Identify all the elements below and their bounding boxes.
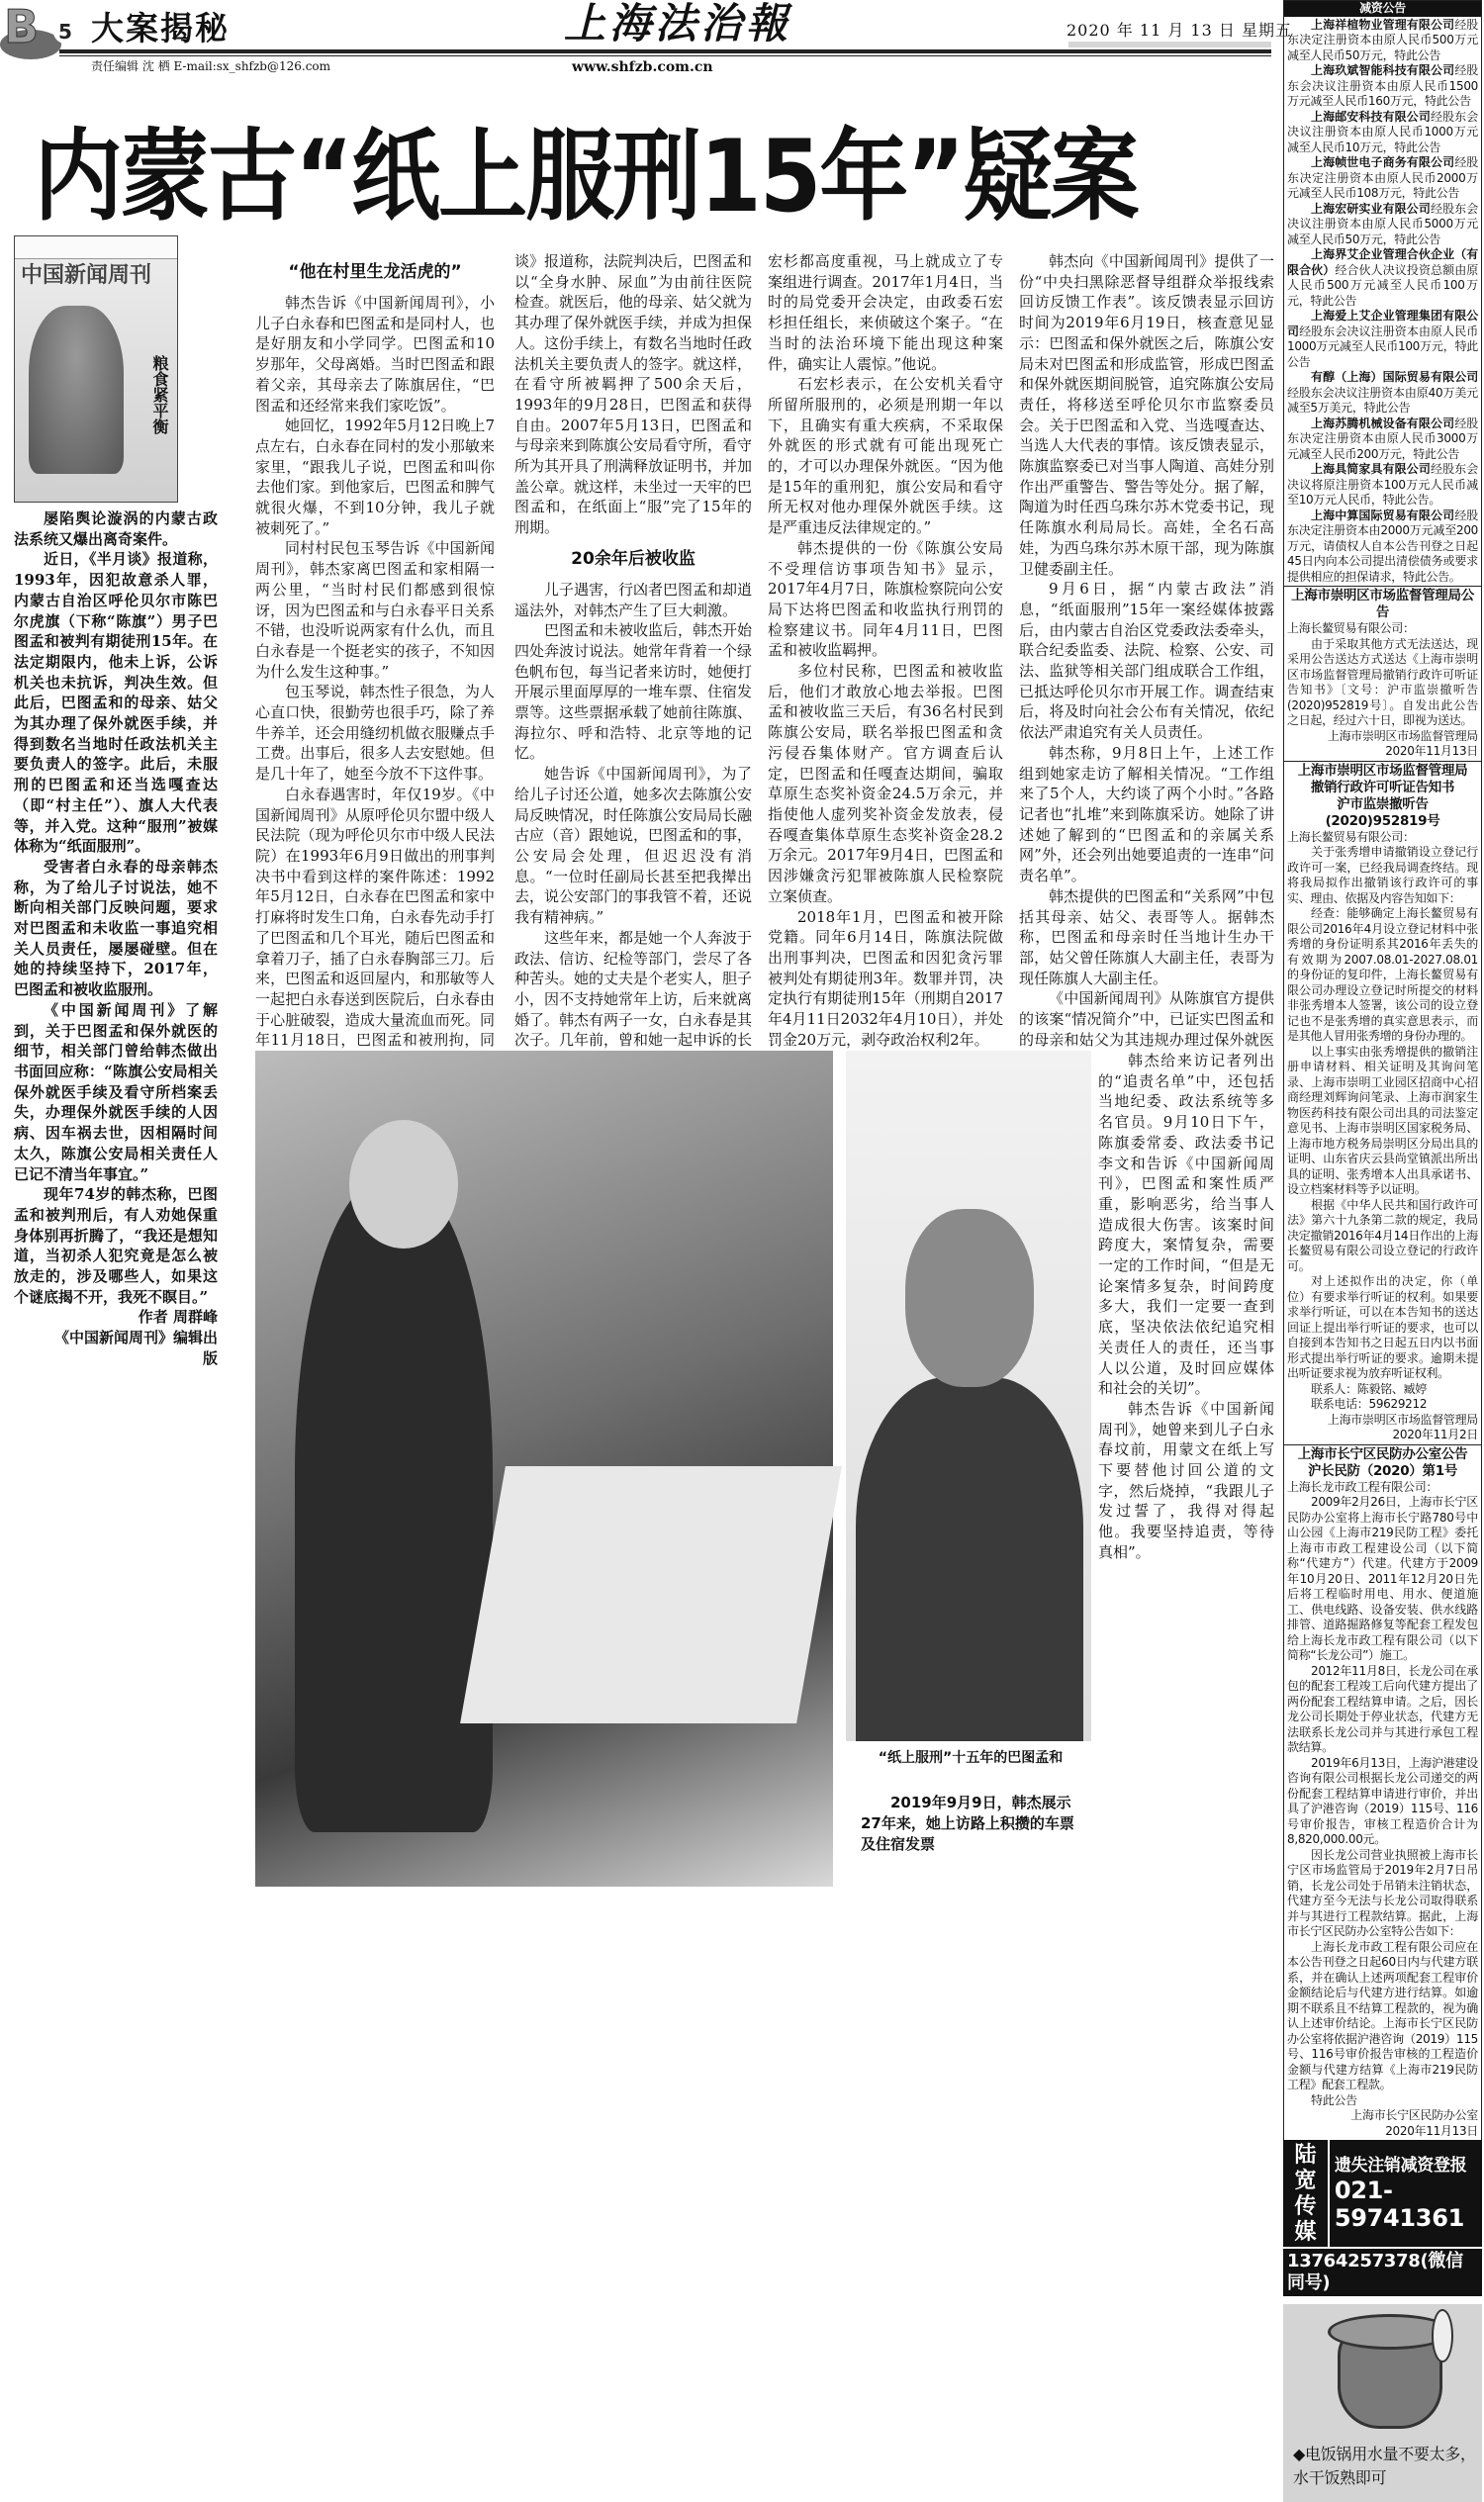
ad-mobile[interactable]: 13764257378(微信同号) — [1287, 2251, 1463, 2293]
notice-body: 由于采取其他方式无法送达，现采用公告送达方式送达《上海市崇明区市场监督管理局撤销行政许可听证告知书》〔文号：沪市监崇撤听告(2020)952819号〕。自发出此公告之日起，经过六十日，即视为送达。 — [1287, 636, 1478, 727]
cover-top-strip — [15, 236, 177, 259]
article-paragraph: 石宏杉表示，在公安机关看守所留所服刑的，必须是刑期一年以下，且确实有重大疾病，不采取保外就医的形式就有可能出现死亡的，才可以办理保外就医。“因为他是15年的重刑犯，旗公安局和看守所无权对他办理保外就医手续。这是严重违反法律规定的。” — [768, 375, 1003, 537]
notice-company: 上海玖斌智能科技有限公司 — [1311, 63, 1455, 77]
ad-row — [1283, 2140, 1482, 2249]
notice-signature: 上海市崇明区市场监督管理局 — [1327, 728, 1478, 743]
notice-company: 上海祥楦物业管理有限公司 — [1311, 17, 1455, 32]
notice-text: 经股东会决议注册资本由原人民币1000万元减至人民币10万元，特此公告 — [1287, 109, 1478, 154]
article-column-2 — [514, 251, 752, 1049]
article-paragraph: 韩杰给来访记者列出的“追责名单”中，还包括当地纪委、政法系统等多名官员。9月10日下午，陈旗委常委、政法委书记李文和告诉《中国新闻周刊》，巴图孟和案性质严重，影响恶劣，给当事人造成很大伤害。该案时间跨度大，案情复杂，需要一定的工作时间，“但是无论案情多复杂，时间跨度多大，我们一定要一查到底，坚决依法依纪追究相关责任人的责任，还当事人以公道，及时回应媒体和社会的关切”。 — [1098, 1052, 1274, 1398]
grain-sacks-image — [29, 306, 124, 474]
article-paragraph: 韩杰告诉《中国新闻周刊》，小儿子白永春和巴图孟和是同村人，也是好朋友和小学同学。巴图孟和10岁那年，父母离婚。当时巴图孟和跟着父亲，其母亲去了陈旗居住，“巴图孟和还经常来我们家吃饭”。 — [255, 294, 495, 415]
article-paragraph: 她告诉《中国新闻周刊》，为了给儿子讨还公道，她多次去陈旗公安局反映情况，时任陈旗公安局局长融古应（音）跟她说，巴图孟和的事，公安局会处理，但迟迟没有消息。“一位时任副局长甚至把我撵出去，说公安部门的事我管不着，还说我有精神病。” — [514, 765, 752, 927]
capital-reduction-notice — [1287, 110, 1478, 156]
section-title: 大案揭秘 — [91, 9, 230, 47]
photo-person — [295, 1179, 493, 1832]
header-rule-thin — [59, 55, 1271, 56]
section-subheading: 20余年后被收监 — [571, 548, 696, 569]
capital-reduction-notice — [1287, 309, 1478, 370]
article-column-3 — [768, 251, 1003, 1049]
notice-text: 经合伙人决议投资总额由原人民币500万元减至人民币100万元，特此公告 — [1287, 262, 1478, 308]
article-paragraph: 包玉琴说，韩杰性子很急，为人心直口快，很勤劳也很手巧，除了养牛养羊，还会用缝纫机做衣服赚点手工费。出事后，很多人去安慰她。但是几十年了，她至今放不下这件事。 — [255, 683, 495, 784]
page-badge — [0, 2, 81, 63]
notice-text: 经股东决定注册资本由原人民币3000万元减至人民币200万元，特此公告 — [1287, 416, 1479, 461]
ad-details — [1330, 2155, 1482, 2232]
notice-title: 上海市崇明区市场监督管理局 — [1297, 762, 1468, 779]
cover-line: 粮食紧平衡 — [150, 355, 169, 434]
capital-reduction-notice — [1287, 417, 1478, 463]
notice-company: 上海界艾企业管理合伙企业（有限合伙） — [1287, 247, 1478, 277]
notice-subtitle: 撤销行政许可听证告知书 — [1310, 779, 1455, 795]
page-number: 5 — [53, 20, 77, 44]
article-paragraph: 现年74岁的韩杰称，巴图孟和被判刑后，有人劝她保重身体别再折腾了，“我还是想知道，当初杀人犯究竟是怎么被放走的，涉及哪些人，如果这个谜底揭不开，我死不瞑目。” — [14, 1185, 218, 1306]
tip-text: ◆电饭锅用水量不要太多，水干饭熟即可 — [1293, 2445, 1476, 2487]
capital-reduction-notices — [1283, 0, 1482, 586]
article-paragraph: 韩杰告诉《中国新闻周刊》，她曾来到儿子白永春坟前，用蒙文在纸上写下要替他讨回公道的文字，然后烧掉，“我跟儿子发过誓了，我得对得起他。我要坚持追责，等待真相”。 — [1098, 1399, 1274, 1561]
changning-notice — [1283, 1444, 1482, 2141]
article-paragraph: 受害者白永春的母亲韩杰称，为了给儿子讨说法，她不断向相关部门反映问题，要求对巴图孟和未收监一事追究相关人员责任，屡屡碰壁。但在她的持续坚持下，2017年，巴图孟和被收监服刑。 — [14, 857, 218, 999]
notice-signature: 上海市崇明区市场监督管理局 — [1327, 1412, 1478, 1427]
notice-paragraph: 关于张秀增申请撤销设立登记行政许可一案，已经我局调查终结。现将我局拟作出撤销该行政许可的事实、理由、依据及内容告知如下： — [1287, 845, 1478, 905]
capital-reduction-title: 减资公告 — [1284, 1, 1481, 17]
notice-company: 上海爱上艾企业管理集团有限公司 — [1287, 309, 1478, 338]
article-headline: 内蒙古“纸上服刑15年”疑案 — [34, 119, 1138, 235]
notice-company: 上海苏腾机械设备有限公司 — [1311, 416, 1455, 430]
capital-reduction-notice — [1287, 63, 1478, 110]
article-column-4 — [1019, 251, 1274, 1049]
article-paragraph: 韩杰向《中国新闻周刊》提供了一份“中央扫黑除恶督导组群众举报线索回访反馈工作表”。该反馈表显示回访时间为2019年6月19日，核查意见显示：巴图孟和保外就医之后，陈旗公安局未对巴图孟和形成监管，形成巴图孟和保外就医期间脱管，追究陈旗公安局责任，将移送至呼伦贝尔市监察委员会。关于巴图孟和入党、当选嘎查达、当选人大代表的事情。该反馈表显示，陈旗监察委已对当事人陶道、高娃分别作出严重警告、警告等处分。据了解，陶道为时任西乌珠尔苏木党委书记，现任陈旗水利局局长。高娃，全名石高娃，为西乌珠尔苏木原干部，现为陈旗卫健委副主任。 — [1019, 252, 1274, 578]
lukuan-media-ad — [1283, 2140, 1482, 2296]
article-paragraph: 这些年来，都是她一个人奔波于政法、信访、纪检等部门，尝尽了各种苦头。她的丈夫是个老实人，胆子小，因不支持她常年上访，后来就离婚了。韩杰有两子一女，白永春是其次子。几年前，曾和她一起申诉的长 — [514, 928, 752, 1049]
ad-phone[interactable]: 021-59741361 — [1334, 2177, 1465, 2232]
notice-text: 经股东决定注册资本由原人民币500万元减至人民币50万元，特此公告 — [1287, 17, 1479, 62]
article-paragraph: 2018年1月，巴图孟和被开除党籍。同年6月14日，陈旗法院做出刑事判决，巴图孟和因犯贪污罪被判处有期徒刑3年。数罪并罚，决定执行有期徒刑15年（刑期自2017年4月11日2032年4月10日），并处罚金20万元，剥夺政治权利2年。 — [768, 907, 1003, 1049]
article-paragraph: 白永春遇害时，年仅19岁。《中国新闻周刊》从原呼伦贝尔盟中级人民法院（现为呼伦贝尔市中级人民法院）在1993年6月9日做出的刑事判决书中看到这样的案件陈述：1992年5月12日，白永春在巴图孟和家中打麻将时发生口角，白永春先动手打了巴图孟和几个耳光，随后巴图孟和拿着刀子，插了白永春胸部三刀。后来，巴图孟和返回屋内，和那敏等人一起把白永春送到医院后，白永春由于心脏破裂，造成大量流血而死。同年11月18日，巴图孟和被刑拘，同 — [255, 785, 495, 1049]
header-grey-bar — [1068, 42, 1271, 47]
hearing-notice — [1283, 761, 1482, 1444]
byline: 《中国新闻周刊》编辑出版 — [53, 1329, 218, 1367]
notice-paragraph: 2019年6月13日，上海沪港建设咨询有限公司根据长龙公司递交的两份配套工程结算申请进行审价，并出具了沪港咨询（2019）115号、116号审价报告，审核工程造价合计为8,820,000.00元。 — [1287, 1755, 1478, 1846]
notice-date: 2020年11月2日 — [1392, 1428, 1478, 1441]
notice-text: 经股东会决议将原注册资本100万元人民币减至10万元人民币，特此公告。 — [1287, 462, 1478, 507]
website-link[interactable]: www.shfzb.com.cn — [572, 59, 713, 75]
notice-addressee: 上海长鳌贸易有限公司： — [1287, 621, 1415, 635]
notice-body — [1287, 1495, 1478, 2108]
notice-text: 经股东决定注册资本由2000万元减至200万元，请债权人自本公告刊登之日起45日内向本公司提出清偿债务或要求提供相应的担保请求，特此公告。 — [1287, 508, 1479, 584]
notice-text: 经股东会决议注册资本由原40万美元减至5万美元，特此公告 — [1287, 385, 1478, 415]
notice-paragraph: 根据《中华人民共和国行政许可法》第六十九条第二款的规定，我局决定撤销2016年4月14日作出的上海长鳌贸易有限公司设立登记的行政许可。 — [1287, 1197, 1478, 1273]
capital-reduction-notice — [1287, 18, 1478, 64]
notice-date: 2020年11月13日 — [1385, 744, 1478, 758]
photo-tickets — [460, 1466, 842, 1723]
portrait-caption: “纸上服刑”十五年的巴图孟和 — [878, 1750, 1064, 1766]
magazine-cover-image — [14, 235, 178, 503]
issue-date: 2020 年 11 月 13 日 星期五 — [1067, 21, 1292, 40]
article-paragraph: 韩杰提供的巴图孟和“关系网”中包括其母亲、姑父、表哥等人。据韩杰称，巴图孟和母亲时任当地计生办干部，姑父曾任陈旗人大副主任，表哥为现任陈旗人大副主任。 — [1019, 886, 1274, 987]
notice-company: 上海宏研实业有限公司 — [1311, 201, 1431, 216]
article-paragraph: 屡陷舆论漩涡的内蒙古政法系统又爆出离奇案件。 — [14, 510, 218, 548]
byline: 作者 周群峰 — [138, 1308, 218, 1327]
section-subheading: “他在村里生龙活虎的” — [288, 262, 462, 282]
notice-contact-phone: 联系电话：59629212 — [1311, 1397, 1428, 1411]
notice-company: 有醇（上海）国际贸易有限公司 — [1311, 370, 1478, 384]
article-paragraph: 巴图孟和未被收监后，韩杰开始四处奔波讨说法。她常年背着一个绿色帆布包，每当记者来访时，她便打开展示里面厚厚的一堆车票、住宿发票等。这些票据承载了她前往陈旗、海拉尔、呼和浩特、北京等地的记忆。 — [514, 621, 752, 763]
notice-text: 经股东会决议注册资本由原人民币1500万元减至人民币160万元，特此公告 — [1287, 63, 1479, 108]
capital-reduction-notice — [1287, 509, 1478, 586]
portrait-body — [856, 1377, 1083, 1741]
rice-cooker-tip — [1283, 2304, 1482, 2502]
article-paragraph: 近日，《半月谈》报道称，1993年，因犯故意杀人罪，内蒙古自治区呼伦贝尔市陈巴尔虎旗（下称“陈旗”）男子巴图孟和被判有期徒刑15年。在法定期限内，他未上诉，公诉机关也未抗诉，判决生效。但此后，巴图孟和的母亲、姑父为其办理了保外就医手续，并得到数名当地时任政法机关主要负责人的签字。此后，未服刑的巴图孟和还当选嘎查达（即“村主任”）、旗人大代表等，并入党。这种“服刑”被媒体称为“纸面服刑”。 — [14, 550, 218, 856]
article-paragraph: 韩杰称，9月8日上午，上述工作组到她家走访了解相关情况。“工作组来了5个人，大约谈了两个小时。”各路记者也“扎堆”来到陈旗采访。她除了讲述她了解到的“巴图孟和的亲属关系网”外，还会列出她要追责的一连串“问责名单”。 — [1019, 743, 1274, 885]
notice-title: 上海市崇明区市场监督管理局公告 — [1291, 588, 1474, 620]
notice-paragraph: 因长龙公司营业执照被上海市长宁区市场监管局于2019年2月7日吊销，长龙公司处于吊销未注销状态，代建方至今无法与长龙公司取得联系并与其进行工程款结算。据此，上海市长宁区民防办公室特公告如下： — [1287, 1847, 1478, 1938]
capital-reduction-notice — [1287, 370, 1478, 417]
notice-date: 2020年11月13日 — [1385, 2123, 1478, 2138]
article-paragraph: 儿子遇害，行凶者巴图孟和却逍遥法外，对韩杰产生了巨大刺激。 — [514, 580, 752, 619]
notice-addressee: 上海长鳌贸易有限公司： — [1287, 829, 1415, 844]
notice-text: 经股东决定注册资本由原人民币2000万元减至人民币108万元，特此公告 — [1287, 155, 1479, 200]
notice-number: 沪市监崇撤听告(2020)952819号 — [1325, 795, 1440, 829]
notice-paragraph: 2009年2月26日，上海市长宁区民防办公室将上海市长宁路780号中山公园《上海市219民防工程》委托上海市市政工程建设公司（以下简称“代建方”）代建。代建方于2009年10月20日、2011年12月20日先后将工程临时用电、用水、便道施工、供电线路、设备安装、供水线路排管、道路掘路修复等配套工程发包给上海长龙市政工程有限公司（以下简称“长龙公司”）施工。 — [1287, 1495, 1478, 1662]
notice-text: 经股东会决议注册资本由原人民币5000万元减至人民币50万元，特此公告 — [1287, 201, 1478, 246]
notice-column — [1283, 0, 1482, 2487]
notice-number: 沪长民防（2020）第1号 — [1307, 1462, 1458, 1479]
notice-paragraph: 特此公告 — [1311, 2092, 1357, 2107]
article-paragraph: 《中国新闻周刊》从陈旗官方提供的该案“情况简介”中，已证实巴图孟和的母亲和姑父为其违规办理过保外就医 — [1019, 989, 1274, 1049]
article-paragraph: 9月6日，据“内蒙古政法”消息，“纸面服刑”15年一案经媒体披露后，由内蒙古自治区党委政法委牵头，联合纪委监委、法院、检察、公安、司法、监狱等相关部门组成联合工作组，已抵达呼伦贝尔市开展工作。调查结束后，将及时向社会公布有关情况，依纪依法严肃追究有关人员责任。 — [1019, 580, 1274, 742]
notice-company: 上海邮安科技有限公司 — [1311, 109, 1431, 124]
portrait-face — [905, 1209, 1034, 1387]
capital-reduction-notice — [1287, 462, 1478, 509]
article-intro-column — [14, 509, 218, 1379]
ad-service: 遗失注销减资登报 — [1334, 2156, 1467, 2176]
capital-reduction-notice — [1287, 247, 1478, 309]
notice-company: 上海中算国际贸易有限公司 — [1311, 508, 1455, 522]
article-paragraph: 她回忆，1992年5月12日晚上7点左右，白永春在同村的发小那敏来家里，“跟我儿子说，巴图孟和叫你去他们家。到他家后，巴图孟和脾气就很火爆，不到10分钟，我儿子就被刺死了。” — [255, 417, 495, 537]
notice-paragraph: 对上述拟作出的决定，你（单位）有要求举行听证的权利。如果要求举行听证，可以在本告知书的送达回证上提出举行听证的要求，也可以自接到本告知书之日起五日内以书面形式提出举行听证的要求。逾期未提出听证要求视为放弃听证权利。 — [1287, 1274, 1478, 1380]
notice-title: 上海市长宁区民防办公室公告 — [1297, 1445, 1468, 1462]
photo-portrait — [846, 1051, 1091, 1741]
ad-brand: 陆宽传媒 — [1283, 2140, 1330, 2247]
photo-person-head — [349, 1120, 458, 1249]
notice-text: 经股东会决议注册资本由原人民币1000万元减至人民币100万元，特此公告 — [1287, 324, 1478, 369]
notice-paragraph: 以上事实由张秀增提供的撤销注册申请材料、相关证明及其询问笔录、上海市崇明工业园区招商中心招商经理刘辉询问笔录、上海市润家生物医药科技有限公司出具的司法鉴定意见书、上海市崇明区国家税务局、上海市地方税务局崇明区分局出具的证明、山东省庆云县尚堂镇派出所出具的证明、张秀增本人出具承诺书、设立档案材料等予以证明。 — [1287, 1044, 1478, 1196]
newspaper-masthead: 上海法治報 — [564, 0, 792, 47]
article-column-1 — [255, 251, 495, 1049]
article-paragraph: 《中国新闻周刊》了解到，关于巴图孟和保外就医的细节，相关部门曾给韩杰做出书面回应称：“陈旗公安局相关保外就医手续及看守所档案丢失，办理保外就医手续的人因病、因车祸去世，因相隔时间太久，陈旗公安局相关责任人已记不清当年事宜。” — [14, 1000, 218, 1183]
article-paragraph: 多位村民称，巴图孟和被收监后，他们才敢放心地去举报。巴图孟和被收监三天后，有36名村民到陈旗公安局，联名举报巴图孟和贪污侵吞集体财产。官方调查后认定，巴图孟和任嘎查达期间，骗取草原生态奖补资金24.5万余元，并指使他人虚列奖补资金发放表，侵吞嘎查集体草原生态奖补资金28.2万余元。2017年9月4日，巴图孟和因涉嫌贪污犯罪被陈旗人民检察院立案侦查。 — [768, 662, 1003, 905]
page-letter: B — [4, 0, 40, 53]
article-paragraph: 同村村民包玉琴告诉《中国新闻周刊》，韩杰家离巴图孟和家相隔一两公里，“当时村民们都感到很惊讶，因为巴图孟和与白永春平日关系不错，也没听说两家有什么仇，而且白永春是一个挺老实的孩子，不知因为什么发生这种事。” — [255, 539, 495, 681]
article-column-4-continued — [1098, 1051, 1274, 1887]
cover-magazine-title: 中国新闻周刊 — [21, 263, 152, 288]
notice-contact-person: 联系人：陈毅铭、臧婷 — [1311, 1381, 1428, 1396]
capital-reduction-notice — [1287, 155, 1478, 202]
notice-paragraph: 2012年11月8日，长龙公司在承包的配套工程竣工后向代建方提出了两份配套工程结算申请。之后，因长龙公司长期处于停业状态，代建方无法联系长龙公司并与其进行承包工程款结算。 — [1287, 1663, 1478, 1754]
chongming-notice — [1283, 586, 1482, 761]
header-rule — [59, 49, 1271, 53]
notice-addressee: 上海长龙市政工程有限公司： — [1287, 1479, 1438, 1494]
capital-reduction-list — [1287, 18, 1478, 586]
notice-body — [1287, 845, 1478, 1382]
article-paragraph: 谈》报道称，法院判决后，巴图孟和以“全身水肿、尿血”为由前往医院检查。就医后，他的母亲、姑父就为其办理了保外就医手续，并成为担保人。这份手续上，有数名当地时任政法机关主要负责人的签字。就这样，在看守所被羁押了500余天后，1993年的9月28日，巴图孟和获得自由。2007年5月13日，巴图孟和与母亲来到陈旗公安局看守所，看守所为其开具了刑满释放证明书，并加盖公章。就这样，未坐过一天牢的巴图孟和，在纸面上“服”完了15年的刑期。 — [514, 252, 752, 537]
notice-paragraph: 上海长龙市政工程有限公司应在本公告刊登之日起60日内与代建方联系，并在确认上述两项配套工程审价金额结论后与代建方进行结算。如逾期不联系且不结算工程款的，视为确认上述审价结论。上海市长宁区民防办公室将依据沪港咨询（2019）115号、116号审价报告审核的工程造价金额与代建方结算《上海市219民防工程》配套工程款。 — [1287, 1939, 1478, 2091]
notice-company: 上海帧世电子商务有限公司 — [1311, 155, 1455, 169]
photo-han-jie-with-tickets — [255, 1051, 833, 1887]
notice-paragraph: 经查：能够确定上海长鳌贸易有限公司2016年4月设立登记材料中张秀增的身份证明系其2016年丢失的有效期为2007.08.01-2027.08.01的身份证的复印件，上海长鳌贸易有限公司办理设立登记时所提交的材料非张秀增本人签署，该公司的设立登记也不是张秀增的真实意思表示，而是其他人冒用张秀增的身份办理的。 — [1287, 906, 1478, 1043]
article-paragraph: 宏杉都高度重视，马上就成立了专案组进行调查。2017年1月4日，当时的局党委开会决定，由政委石宏杉担任组长，来侦破这个案子。“在当时的法治环境下能出现这种案件，确实让人震惊。”他说。 — [768, 252, 1003, 373]
editor-line: 责任编辑 沈 栖 E-mail:sx_shfzb@126.com — [91, 59, 331, 73]
capital-reduction-notice — [1287, 202, 1478, 248]
main-photo-caption: 2019年9月9日，韩杰展示27年来，她上访路上积攒的车票及住宿发票 — [861, 1794, 1074, 1853]
notice-signature: 上海市长宁区民防办公室 — [1350, 2108, 1478, 2122]
spoon-icon — [1432, 2309, 1453, 2363]
notice-company: 上海具简家具有限公司 — [1311, 462, 1431, 476]
article-paragraph: 韩杰提供的一份《陈旗公安局不受理信访事项告知书》显示，2017年4月7日，陈旗检察院向公安局下达将巴图孟和收监执行刑罚的检察建议书。同年4月11日，巴图孟和被收监羁押。 — [768, 538, 1003, 660]
